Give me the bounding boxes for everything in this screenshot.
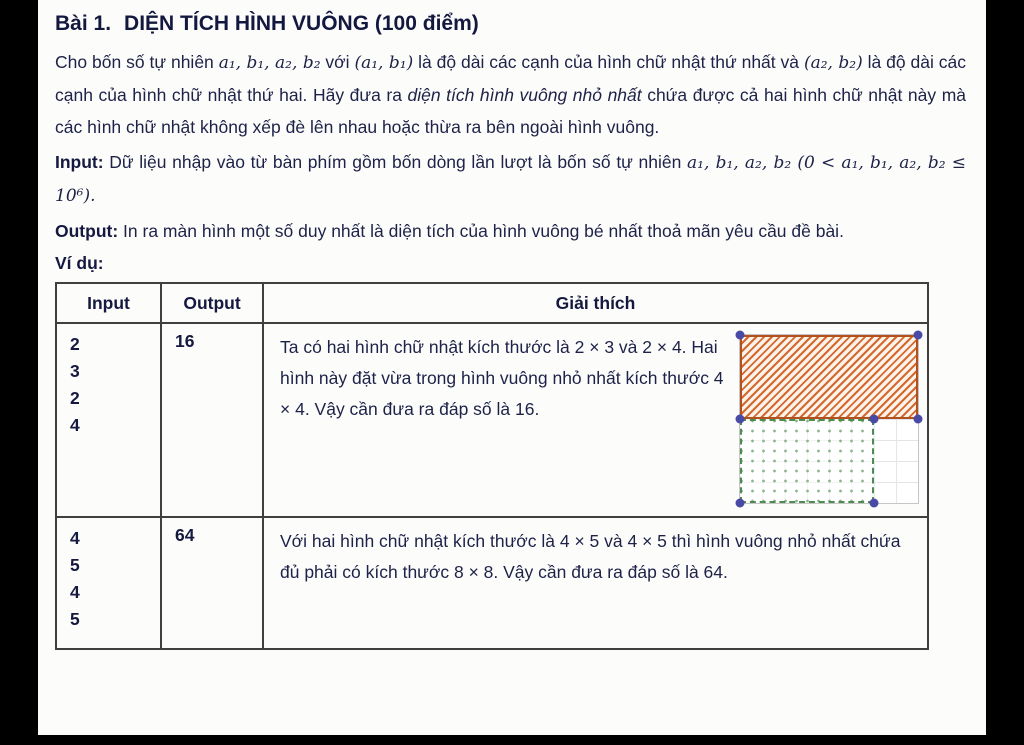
input-line: 3 [70, 361, 80, 381]
statement-text: Cho bốn số tự nhiên [55, 52, 219, 72]
square-packing-diagram [739, 334, 919, 504]
input-spec [55, 146, 966, 212]
output-spec [55, 215, 966, 247]
column-header-explanation: Giải thích [263, 283, 928, 323]
example-1-explanation [263, 323, 928, 517]
output-text: In ra màn hình một số duy nhất là diện tích của hình vuông bé nhất thoả mãn yêu cầu đề bài. [118, 221, 844, 241]
problem-name: DIỆN TÍCH HÌNH VUÔNG (100 điểm) [124, 12, 479, 35]
table-row [56, 517, 928, 649]
corner-dot [869, 415, 878, 424]
column-header-output: Output [161, 283, 263, 323]
explanation-text: Với hai hình chữ nhật kích thước là 4 × 5 và 4 × 5 thì hình vuông nhỏ nhất chứa đủ phải có kích thước 8 × 8. Vậy cần đưa ra đáp số là 64. [280, 531, 901, 582]
table-header-row [56, 283, 928, 323]
column-header-input: Input [56, 283, 161, 323]
input-line: 5 [70, 609, 80, 629]
math-variables: a₁, b₁, a₂, b₂ [218, 53, 321, 73]
input-text: Dữ liệu nhập vào từ bàn phím gồm bốn dòng lần lượt là bốn số tự nhiên [103, 152, 688, 172]
example-2-output: 64 [161, 517, 263, 649]
example-2-explanation [263, 517, 928, 649]
example-1-input [56, 323, 161, 517]
math-pair-2: (a₂, b₂) [803, 53, 863, 73]
explanation-text: Ta có hai hình chữ nhật kích thước là 2 × 3 và 2 × 4. Hai hình này đặt vừa trong hình vuông nhỏ nhất kích thước 4 × 4. Vậy cần đưa ra đáp số là 16. [280, 337, 724, 419]
input-line: 5 [70, 555, 80, 575]
problem-statement [55, 46, 966, 143]
document-page [38, 0, 986, 735]
problem-number: Bài 1. [55, 12, 112, 35]
input-line: 4 [70, 415, 80, 435]
corner-dot [914, 415, 923, 424]
example-1-output: 16 [161, 323, 263, 517]
statement-text: với [320, 52, 355, 72]
input-line: 4 [70, 528, 80, 548]
table-row [56, 323, 928, 517]
corner-dot [736, 331, 745, 340]
input-line: 2 [70, 334, 80, 354]
input-line: 4 [70, 582, 80, 602]
example-2-input [56, 517, 161, 649]
corner-dot [914, 331, 923, 340]
output-label: Output: [55, 221, 119, 241]
corner-dot [736, 499, 745, 508]
corner-dot [736, 415, 745, 424]
examples-label: Ví dụ: [55, 253, 104, 273]
statement-emphasis: diện tích hình vuông nhỏ nhất [407, 85, 642, 105]
input-constraints: a₁, b₁, a₂, b₂ (0 < a₁, b₁, a₂, b₂ ≤ 10⁶). [55, 153, 966, 206]
hatched-rectangle [740, 335, 918, 419]
math-pair-1: (a₁, b₁) [354, 53, 414, 73]
dotted-rectangle [740, 419, 874, 503]
input-label: Input: [55, 152, 104, 172]
problem-title [55, 12, 966, 36]
corner-dot [869, 499, 878, 508]
statement-text: là độ dài các cạnh của hình chữ nhật thứ nhất và [413, 52, 804, 72]
statement-text: là độ dài các cạnh của hình chữ nhật thứ hai. Hãy đưa ra [55, 52, 966, 105]
statement-text: chứa được cả hai hình chữ nhật này mà các hình chữ nhật không xếp đè lên nhau hoặc thừa ra bên ngoài hình vuông. [55, 85, 966, 137]
examples-table [55, 282, 929, 650]
input-line: 2 [70, 388, 80, 408]
